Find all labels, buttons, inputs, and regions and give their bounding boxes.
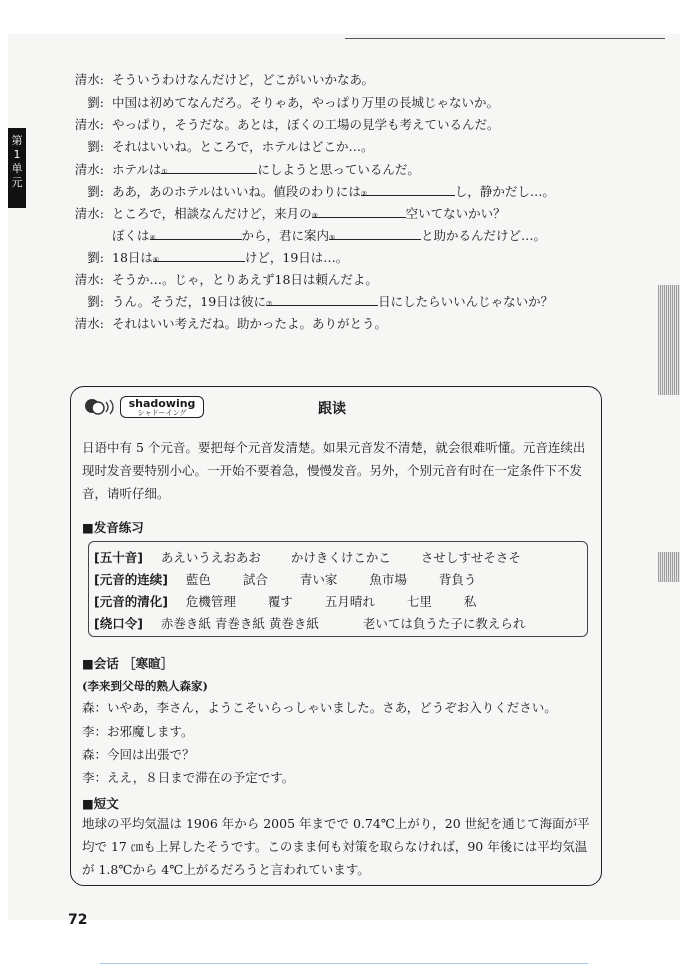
practice-label: [五十音] (94, 550, 143, 565)
conversation-line: 森：今回は出張で？ (82, 747, 195, 762)
practice-item: 七里 (406, 594, 432, 609)
conversation-line: 森：いやあ，李さん，ようこそいらっしゃいました。さあ，どうぞお入りください。 (82, 700, 557, 715)
speaker-name: 劉: (87, 139, 104, 154)
header-rule (345, 38, 665, 39)
dialogue-text (112, 248, 348, 266)
conversation-line: 李：ええ，８日まで滞在の予定です。 (82, 770, 295, 785)
dialogue-text (112, 93, 499, 111)
dialogue-text (112, 292, 553, 310)
dialogue-text (112, 226, 546, 244)
scan-noise-edge (658, 552, 680, 582)
practice-item: 魚市場 (369, 572, 407, 587)
scan-noise-edge (658, 285, 680, 395)
practice-item: あえいうえおあお (160, 550, 261, 565)
blank-number: ⑦ (266, 300, 273, 308)
speaker-name: 清水: (74, 162, 104, 177)
short-text-heading: ■短文 (82, 796, 119, 811)
speaker-name: 清水: (74, 117, 104, 132)
speaker-name: 清水: (74, 316, 104, 331)
dialogue-segment: ああ，あのホテルはいいね。値段のわりには (112, 184, 361, 199)
fill-in-blank[interactable] (161, 161, 257, 174)
dialogue-segment: ホテルは (112, 162, 162, 177)
blank-number: ② (360, 190, 368, 198)
dialogue-segment: うん。そうだ，19日は彼に (112, 294, 267, 309)
dialogue-segment: 18日は (112, 250, 153, 265)
practice-row (94, 548, 521, 566)
side-tab-char: 单 (11, 162, 23, 175)
short-text-body: 地球の平均気温は 1906 年から 2005 年までで 0.74℃上がり，20 世紀を通じて海面が平均で 17 ㎝も上昇したそうです。このまま何も対策を取らなければ，90 年後には平均気温が 1.8℃から 4℃上がるだろうと言われています。 (82, 816, 590, 877)
unit-side-tab (8, 128, 26, 208)
fill-in-blank[interactable] (361, 183, 455, 196)
practice-heading: ■发音练习 (82, 520, 144, 535)
dialogue-segment: にしようと思っているんだ。 (257, 162, 420, 177)
fill-in-blank[interactable] (150, 227, 242, 240)
dialogue-text (112, 314, 387, 332)
dialogue-segment: けど，19日は…。 (244, 250, 349, 265)
side-tab-char: 1 (13, 148, 21, 161)
practice-item: 覆す (267, 594, 293, 609)
dialogue-segment: 空いてないかい？ (405, 206, 506, 221)
fill-in-blank[interactable] (266, 293, 378, 306)
fill-in-blank[interactable] (153, 249, 245, 262)
speaker-name: 清水: (74, 272, 104, 287)
practice-label: [绕口令] (94, 616, 143, 631)
dialogue-segment: 日にしたらいいんじゃないか？ (378, 294, 554, 309)
shadowing-label: shadowing (128, 397, 196, 410)
speaker-name: 劉: (87, 294, 104, 309)
practice-item: かけきくけこかこ (290, 550, 391, 565)
practice-item: 試合 (242, 572, 268, 587)
shadowing-sublabel: シャドーイング (137, 409, 187, 417)
dialogue-segment: 中国は初めてなんだろ。そりゃあ，やっぱり万里の長城じゃないか。 (112, 95, 500, 110)
dialogue-text (112, 182, 555, 200)
speaker-name: 清水: (74, 206, 104, 221)
dialogue-segment: から，君に案内 (241, 228, 330, 243)
practice-item: させしすせそさそ (420, 550, 521, 565)
dialogue-text (112, 270, 378, 288)
dialogue-text (112, 115, 500, 133)
practice-item: 危機管理 (185, 594, 236, 609)
dialogue-segment: それはいいね。ところで，ホテルはどこか…。 (112, 139, 374, 154)
practice-item: 赤巻き紙 青巻き紙 黄巻き紙 (160, 616, 319, 631)
shadowing-pill (120, 396, 204, 418)
blank-number: ⑤ (329, 234, 336, 242)
shadowing-title: 跟读 (318, 401, 346, 417)
practice-item: 私 (463, 594, 477, 609)
footer-rule (100, 963, 588, 964)
dialogue-text (112, 70, 374, 88)
fill-in-blank[interactable] (329, 227, 421, 240)
blank-number: ③ (311, 212, 318, 220)
dialogue-text (112, 160, 420, 178)
page-number: 72 (68, 912, 88, 928)
practice-label: [元音的清化] (94, 594, 168, 609)
blank-number: ④ (149, 234, 156, 242)
speaker-name: 劉: (87, 184, 104, 199)
dialogue-segment: ところで，相談なんだけど，来月の (112, 206, 312, 221)
practice-row (94, 570, 476, 588)
practice-item: 背負う (438, 572, 477, 587)
shadowing-intro: 日语中有 5 个元音。要把每个元音发清楚。如果元音发不清楚，就会很难听懂。元音连续出现时发音要特别小心。一开始不要着急，慢慢发音。另外，个别元音有时在一定条件下不发音，请听仔细。 (82, 440, 586, 501)
conversation-line: 李：お邪魔します。 (82, 724, 194, 739)
practice-row (94, 614, 525, 632)
conversation-heading: ■会话 ［寒暄］ (82, 656, 174, 671)
speaking-heads-icon (84, 396, 118, 418)
dialogue-segment: し，静かだし…。 (454, 184, 555, 199)
dialogue-segment: それはいい考えだね。助かったよ。ありがとう。 (112, 316, 388, 331)
dialogue-segment: そういうわけなんだけど，どこがいいかなあ。 (112, 72, 375, 87)
practice-label: [元音的连续] (94, 572, 168, 587)
dialogue-segment: ぼくは (112, 228, 150, 243)
practice-item: 藍色 (185, 572, 211, 587)
dialogue-text (112, 204, 506, 222)
side-tab-char: 第 (11, 134, 23, 147)
dialogue-segment: と助かるんだけど…。 (421, 228, 547, 243)
blank-number: ① (161, 168, 168, 176)
speaker-name: 劉: (87, 250, 104, 265)
practice-item: 五月晴れ (324, 594, 375, 609)
practice-row (94, 592, 476, 610)
dialogue-text (112, 137, 374, 155)
dialogue-segment: やっぱり，そうだな。あとは，ぼくの工場の見学も考えているんだ。 (112, 117, 500, 132)
shadowing-badge (84, 396, 204, 418)
conversation-context: (李来到父母的熟人森家) (82, 679, 208, 693)
speaker-name: 清水: (74, 72, 104, 87)
blank-number: ⑥ (152, 256, 160, 264)
dialogue-segment: そうか…。じゃ，とりあえず18日は頼んだよ。 (112, 272, 378, 287)
speaker-name: 劉: (87, 95, 104, 110)
side-tab-char: 元 (11, 176, 23, 189)
fill-in-blank[interactable] (312, 205, 406, 218)
practice-item: 青い家 (299, 572, 338, 587)
practice-item: 老いては負うた子に教えられ (362, 616, 526, 631)
